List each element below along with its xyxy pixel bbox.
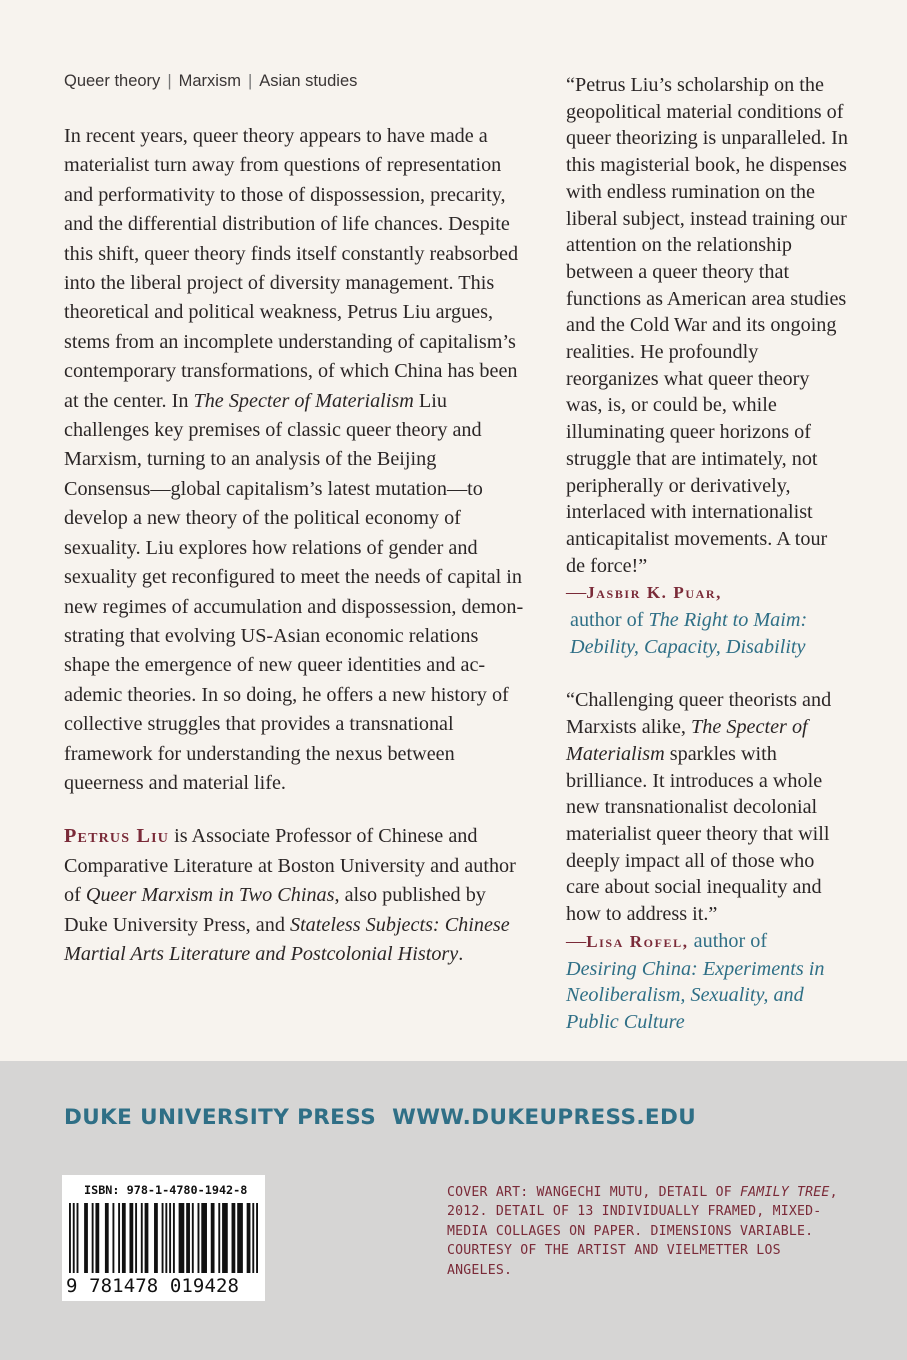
barcode-bar: [84, 1203, 88, 1273]
bio-book-1: Queer Marxism in Two Chinas: [85, 884, 335, 907]
barcode: [62, 1175, 265, 1301]
attribution-dash: —: [566, 929, 587, 952]
description-text-2: Liu challenges key premises of classic queer theory and Marxism, turning to an analysis of the Beijing Consensus—global capitalism’s latest mutation—to develop a new theory of the political economy of sexuality. Liu explores how relations of gender and sexuality get reconfigured to meet the needs of capital in new regimes of accumulation and dispossession, demonstrating that evolving US-Asian economic relations shape the emergence of new queer identities and academic theories. In so doing, he offers a new history of collective struggles that provides a transnational framework for understanding the nexus between queerness and material life.: [64, 389, 524, 794]
barcode-bar: [145, 1203, 149, 1273]
barcode-bar: [201, 1203, 207, 1273]
blurbs-column: [566, 72, 848, 1036]
blurb-2-book-title: Desiring China: Experiments in Neoliberalism, Sexuality, and Public Culture: [566, 957, 825, 1033]
barcode-bar: [211, 1203, 215, 1273]
barcode-bar: [256, 1203, 258, 1273]
barcode-bar: [92, 1203, 94, 1273]
barcode-bar: [69, 1203, 71, 1273]
credit-text-2: , 2012. DETAIL OF 13 INDIVIDUALLY FRAMED, MIXED-MEDIA COLLAGES ON PAPER. DIMENSIONS VARIABLE. COURTESY OF THE ARTIST AND VIELMETTER LOS ANGELES.: [447, 1185, 838, 1278]
author-name: Petrus Liu: [64, 825, 170, 848]
barcode-bar: [77, 1203, 79, 1273]
publisher-url: WWW.DUKEUPRESS.EDU: [392, 1105, 697, 1130]
barcode-bar: [73, 1203, 75, 1273]
blurb-1-credit: [566, 607, 848, 660]
blurb-2-author-of: author of: [688, 929, 768, 952]
description-text-1: In recent years, queer theory appears to have made a materialist turn away from questions of representation and performativity to those of dispossession, precarity, and the differential distribution of life chances. Despite this shift, queer theory finds itself constantly reabsorbed into the liberal project of diversity management. This theoretical and political weakness, Petrus Liu argues, stems from an incomplete understanding of capitalism’s contemporary transformations, of which China has been at the center. In: [64, 125, 519, 412]
bio-text-1: is Associate Professor of Chinese and Comparative Literature at Boston University and author of: [64, 825, 516, 907]
barcode-bar: [105, 1203, 109, 1273]
barcode-bar: [247, 1203, 251, 1273]
barcode-bar: [165, 1203, 167, 1273]
barcode-bar: [252, 1203, 254, 1273]
barcode-bar: [198, 1203, 200, 1273]
subject-separator: |: [167, 72, 172, 90]
publisher-line: [64, 1105, 696, 1130]
description-book-title: The Specter of Materialism: [193, 389, 414, 412]
description-column: [64, 122, 524, 969]
blurb-1-attribution: [566, 579, 848, 607]
barcode-bar: [95, 1203, 99, 1273]
bio-text-3: .: [458, 942, 464, 965]
credit-text-1: COVER ART: WANGECHI MUTU, DETAIL OF: [447, 1185, 741, 1200]
bio-book-2: Stateless Subjects: Chinese Martial Arts Literature and Postcolonial History: [64, 913, 510, 965]
attribution-dash: —: [566, 581, 587, 604]
credit-artwork-title: FAMILY TREE: [740, 1185, 830, 1200]
barcode-bar: [237, 1203, 243, 1273]
barcode-bar: [135, 1203, 137, 1273]
bio-text-2: , also published by Duke University Press, and: [64, 884, 486, 936]
subject-queer-theory: Queer theory: [64, 72, 161, 90]
barcode-bar: [112, 1203, 114, 1273]
barcode-bar: [162, 1203, 164, 1273]
isbn-label: ISBN: 978-1-4780-1942-8: [84, 1183, 248, 1197]
barcode-bar: [118, 1203, 120, 1273]
blurb-2-text-2: sparkles with brilliance. It introduces a whole new transnationalist decolonial materialist queer theory that will deeply impact all of those who care about social inequality and how to address it.”: [566, 742, 830, 926]
blurb-1-quote: “Petrus Liu’s scholarship on the geopolitical material conditions of queer theorizing is unparalleled. In this magisterial book, he dispenses with endless rumination on the liberal subject, instead training our attention on the relationship between a queer theory that functions as American area studies and the Cold War and its ongoing realities. He profoundly reorganizes what queer theory was, is, or could be, while illuminating queer horizons of struggle that are intimately, not peripherally or derivatively, interlaced with internationalist anticapitalist movements. A tour de force!”: [566, 74, 848, 577]
book-description: [64, 122, 524, 798]
blurb-1-author-of: author of: [570, 609, 649, 632]
barcode-bar: [173, 1203, 175, 1273]
footer-band: [0, 1061, 907, 1360]
barcode-bar: [222, 1203, 228, 1273]
subject-categories: [64, 72, 504, 91]
barcode-bar: [141, 1203, 143, 1273]
publisher-name: DUKE UNIVERSITY PRESS: [64, 1105, 377, 1130]
blurb-2-text-1: “Challenging queer theorists and Marxists alike,: [566, 689, 832, 739]
barcode-bar: [154, 1203, 158, 1273]
barcode-bar: [186, 1203, 190, 1273]
barcode-digits: 9 781478 019428: [66, 1275, 240, 1297]
author-bio: [64, 822, 524, 969]
subject-marxism: Marxism: [178, 72, 241, 90]
barcode-bar: [218, 1203, 220, 1273]
blurb-1-author-name: Jasbir K. Puar,: [586, 583, 722, 603]
barcode-bar: [129, 1203, 133, 1273]
subject-asian-studies: Asian studies: [259, 72, 358, 90]
blurb-2-quote: [566, 687, 848, 927]
blurb-2-book-title-ref: The Specter of Materialism: [566, 716, 808, 765]
barcode-bar: [179, 1203, 185, 1273]
blurb-2-attribution: [566, 928, 848, 1036]
cover-art-credit: [447, 1183, 847, 1280]
blurb-1-book-title: The Right to Maim: Debility, Capacity, Disability: [570, 609, 808, 658]
barcode-bar: [169, 1203, 171, 1273]
barcode-bar: [192, 1203, 194, 1273]
barcode-bars: [68, 1203, 259, 1277]
barcode-bar: [122, 1203, 126, 1273]
blurb-2-author-name: Lisa Rofel,: [586, 931, 689, 951]
subject-separator: |: [247, 72, 253, 90]
barcode-bar: [232, 1203, 236, 1273]
